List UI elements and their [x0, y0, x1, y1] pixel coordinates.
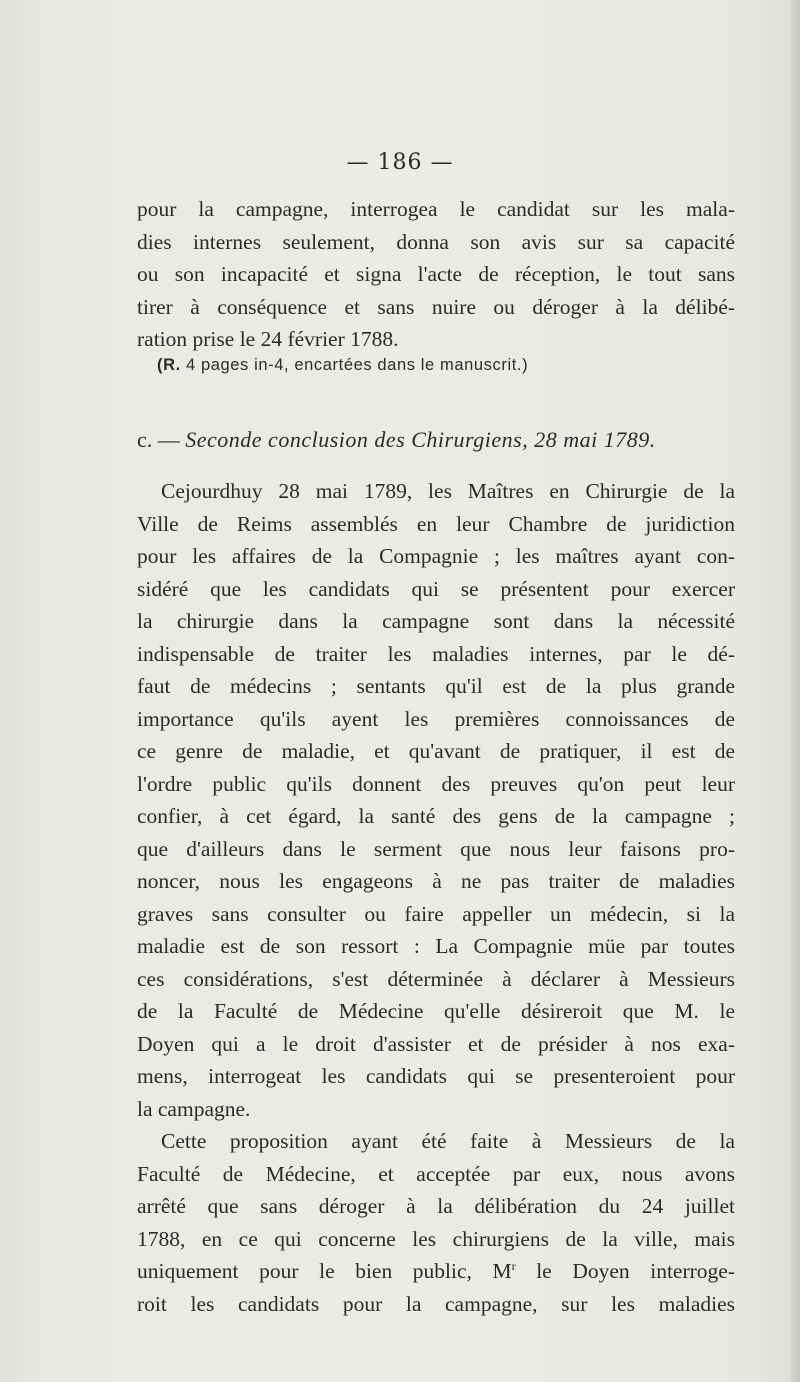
section-heading: [137, 427, 737, 453]
text-line: arrêté que sans déroger à la délibération du 24 juillet: [137, 1194, 735, 1218]
text-line: la campagne.: [137, 1096, 251, 1121]
page-number: — 186 —: [346, 150, 454, 175]
text-line: confier, à cet égard, la santé des gens de la campagne ;: [137, 804, 735, 828]
text-line: roit les candidats pour la campagne, sur les maladies: [137, 1291, 735, 1316]
text-line: faut de médecins ; sentants qu'il est de la plus grande: [137, 674, 735, 698]
text-line: la chirurgie dans la campagne sont dans la nécessité: [137, 609, 735, 633]
text-line: graves sans consulter ou faire appeller un médecin, si la: [137, 901, 735, 926]
text-line: que d'ailleurs dans le serment que nous leur faisons pro-: [137, 836, 735, 861]
text-line: indispensable de traiter les maladies internes, par le dé-: [137, 641, 735, 666]
text-line: de la Faculté de Médecine qu'elle désireroit que M. le: [137, 999, 735, 1023]
text-line: pour la campagne, interrogea le candidat sur les mala-: [137, 197, 735, 221]
text-line: l'ordre public qu'ils donnent des preuves qu'on peut leur: [137, 771, 735, 796]
paragraph-3: [137, 1125, 735, 1320]
text-line: [137, 1255, 735, 1288]
text-segment: uniquement pour le bien public, M: [137, 1259, 512, 1283]
text-line: Cette proposition ayant été faite à Messieurs de la: [161, 1129, 735, 1153]
text-line: Doyen qui a le droit d'assister et de présider à nos exa-: [137, 1031, 735, 1056]
text-line: ces considérations, s'est déterminée à déclarer à Messieurs: [137, 966, 735, 991]
text-line: Cejourdhuy 28 mai 1789, les Maîtres en Chirurgie de la: [161, 479, 735, 503]
text-line: maladie est de son ressort : La Compagnie müe par toutes: [137, 934, 735, 958]
text-line: Faculté de Médecine, et acceptée par eux, nous avons: [137, 1161, 735, 1186]
source-note-text: 4 pages in-4, encartées dans le manuscrit.): [180, 356, 529, 374]
section-title: Seconde conclusion des Chirurgiens, 28 mai 1789.: [185, 427, 656, 452]
page-edge-shadow: [790, 0, 800, 1382]
text-line: sidéré que les candidats qui se présentent pour exercer: [137, 576, 735, 601]
text-line: importance qu'ils ayent les premières connoissances de: [137, 706, 735, 731]
text-line: ration prise le 24 février 1788.: [137, 327, 399, 351]
source-note-prefix: (R.: [157, 356, 181, 374]
text-line: noncer, nous les engageons à ne pas traiter de maladies: [137, 869, 735, 893]
paragraph-2: [137, 475, 735, 1125]
text-line: pour les affaires de la Compagnie ; les maîtres ayant con-: [137, 544, 735, 568]
text-line: 1788, en ce qui concerne les chirurgiens de la ville, mais: [137, 1226, 735, 1251]
text-line: tirer à conséquence et sans nuire ou déroger à la délibé-: [137, 294, 735, 319]
text-segment: le Doyen interroge-: [515, 1259, 735, 1283]
section-marker: c. —: [137, 427, 180, 452]
text-line: Ville de Reims assemblés en leur Chambre de juridiction: [137, 511, 735, 536]
text-line: ce genre de maladie, et qu'avant de pratiquer, il est de: [137, 739, 735, 763]
superscript: r: [511, 1259, 516, 1273]
text-line: ou son incapacité et signa l'acte de réception, le tout sans: [137, 262, 735, 286]
source-note: [157, 356, 528, 375]
paragraph-1: [137, 193, 735, 356]
text-line: dies internes seulement, donna son avis sur sa capacité: [137, 229, 735, 254]
text-line: mens, interrogeat les candidats qui se presenteroient pour: [137, 1064, 735, 1088]
